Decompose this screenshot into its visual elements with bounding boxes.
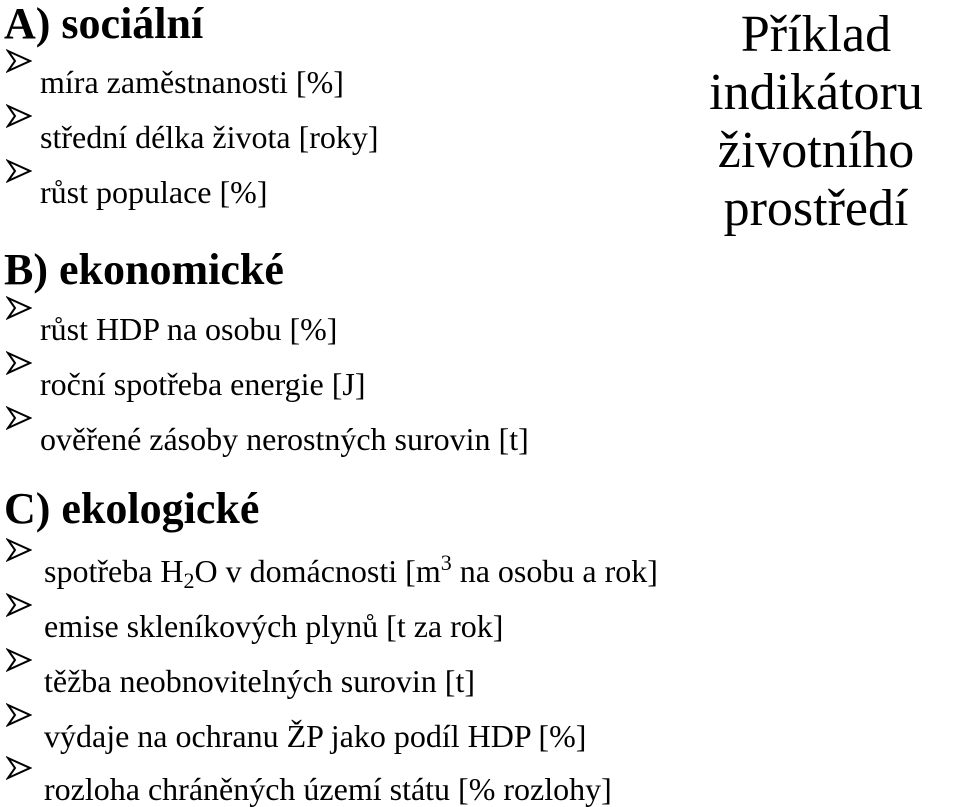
list-item-text: střední délka života [roky] xyxy=(40,119,379,155)
side-title-line-2: indikátoru xyxy=(709,64,923,121)
arrowhead-bullet-icon xyxy=(4,426,40,450)
heading-economic: B) ekonomické xyxy=(4,245,284,294)
heading-social: A) sociální xyxy=(4,0,204,48)
arrowhead-bullet-icon xyxy=(4,776,44,800)
arrowhead-bullet-icon xyxy=(4,316,40,340)
water-subscript: 2 xyxy=(183,568,195,593)
list-item-text xyxy=(44,550,658,593)
side-title xyxy=(686,6,946,238)
list-item-economic-2 xyxy=(4,368,366,400)
list-item-text: ověřené zásoby nerostných surovin [t] xyxy=(40,421,529,457)
list-item-text: míra zaměstnanosti [%] xyxy=(40,64,344,100)
list-item-text: výdaje na ochranu ŽP jako podíl HDP [%] xyxy=(44,718,587,754)
side-title-line-3: životního xyxy=(717,122,915,179)
arrowhead-bullet-icon xyxy=(4,371,40,395)
list-item-social-3 xyxy=(4,176,267,208)
list-item-ecological-5 xyxy=(4,773,612,805)
list-item-social-1 xyxy=(4,66,344,98)
heading-ecological: C) ekologické xyxy=(4,484,260,533)
list-item-text: rozloha chráněných území státu [% rozlohy] xyxy=(44,771,612,807)
list-item-text: růst populace [%] xyxy=(40,174,268,210)
arrowhead-bullet-icon xyxy=(4,124,40,148)
arrowhead-bullet-icon xyxy=(4,558,44,582)
list-item-text: roční spotřeba energie [J] xyxy=(40,366,366,402)
list-item-social-2 xyxy=(4,121,379,153)
list-item-economic-1 xyxy=(4,313,337,345)
list-item-economic-3 xyxy=(4,423,529,455)
list-item-ecological-3 xyxy=(4,665,475,697)
list-item-text: emise skleníkových plynů [t za rok] xyxy=(44,608,504,644)
arrowhead-bullet-icon xyxy=(4,613,44,637)
list-item-text: těžba neobnovitelných surovin [t] xyxy=(44,663,475,699)
arrowhead-bullet-icon xyxy=(4,668,44,692)
water-superscript: 3 xyxy=(440,550,452,575)
list-item-ecological-2 xyxy=(4,610,503,642)
list-item-text: růst HDP na osobu [%] xyxy=(40,311,338,347)
side-title-line-4: prostředí xyxy=(723,180,909,237)
water-text-part-1: spotřeba H xyxy=(44,553,184,589)
list-item-ecological-1 xyxy=(4,550,658,593)
water-text-part-3: na osobu a rok] xyxy=(451,553,658,589)
arrowhead-bullet-icon xyxy=(4,179,40,203)
arrowhead-bullet-icon xyxy=(4,723,44,747)
list-item-ecological-4 xyxy=(4,720,586,752)
arrowhead-bullet-icon xyxy=(4,69,40,93)
water-text-part-2: O v domácnosti [m xyxy=(194,553,441,589)
side-title-line-1: Příklad xyxy=(740,6,892,63)
